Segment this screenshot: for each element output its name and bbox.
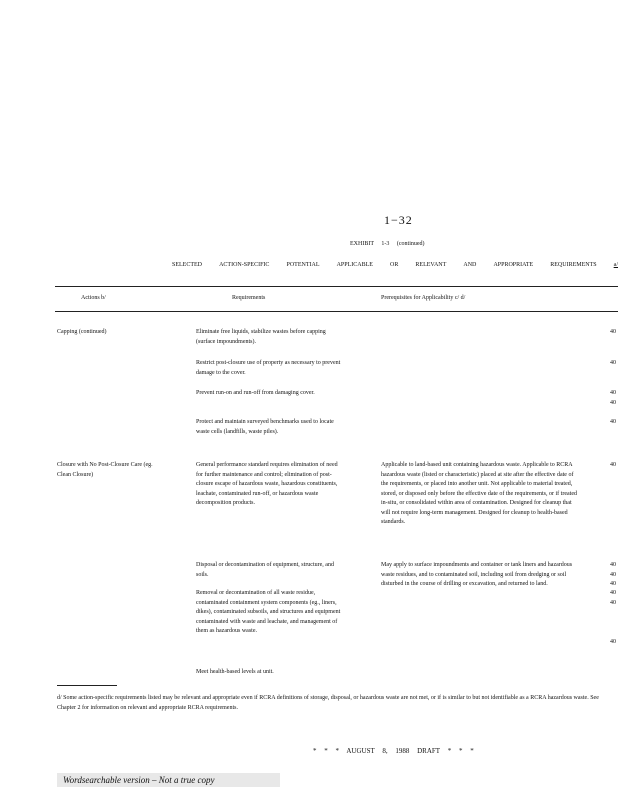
requirement-text: Protect and maintain surveyed benchmarks used to locate waste cells (landfills, waste piles). [196, 419, 334, 435]
cfr-reference: 40 [610, 400, 616, 406]
exhibit-line: EXHIBIT 1-3 (continued) [350, 241, 425, 247]
action-capping: Capping (continued) [57, 329, 107, 335]
footnote-d: d/ Some action-specific requirements listed may be relevant and appropriate even if RCRA definitions of storage, disposal, or hazardous waste are not met, or if is similar to but not identifiable as a RCRA hazardous waste. See Chapter 2 for information on relevant and appropriate RCRA requirements. [57, 695, 599, 711]
cfr-reference: 40 [610, 419, 616, 425]
cfr-reference: 40 [610, 639, 616, 645]
title-word: APPLICABLE [336, 262, 373, 268]
cfr-reference: 40 [610, 572, 616, 578]
title-word: APPROPRIATE [493, 262, 534, 268]
cfr-reference: 40 [610, 390, 616, 396]
requirement-text: Removal or decontamination of all waste residue, contaminated containment system components (eg., liners, dikes), contaminated subsoils, and structures and equipment contaminated with waste and leachate, and management of them as hazardous waste. [196, 590, 341, 634]
title-word: REQUIREMENTS [550, 262, 597, 268]
title-word: ACTION-SPECIFIC [219, 262, 270, 268]
page-number: 1−32 [384, 213, 413, 227]
draft-date-line: * * * AUGUST 8, 1988 DRAFT * * * [313, 747, 474, 755]
action-closure: Closure with No Post-Closure Care (eg. Clean Closure) [57, 462, 153, 478]
header-rule-top [55, 286, 618, 287]
requirement-text: Disposal or decontamination of equipment, structure, and soils. [196, 562, 334, 578]
cfr-reference: 40 [610, 581, 616, 587]
prerequisite-text: May apply to surface impoundments and container or tank liners and hazardous waste residues, and to contaminated soil, including soil from dredging or soil disturbed in the course of drilling or excavation, and returned to land. [381, 562, 573, 587]
cfr-reference: 40 [610, 462, 616, 468]
cfr-reference: 40 [610, 590, 616, 596]
title-word: POTENTIAL [286, 262, 320, 268]
cfr-reference: 40 [610, 600, 616, 606]
prerequisite-text: Applicable to land-based unit containing hazardous waste. Applicable to RCRA hazardous waste (listed or characteristic) placed at site after the effective date of the requirements, or placed into another unit. Not applicable to material treated, stored, or disposed only before the effective date of the requirements, or if treated in-situ, or consolidated within area of contamination. Designed for cleanup that will not require long-term management. Designed for cleanup to health-based standards. [381, 462, 577, 525]
requirement-text: Restrict post-closure use of property as necessary to prevent damage to the cover. [196, 360, 341, 376]
requirement-text: Eliminate free liquids, stabilize wastes before capping (surface impoundments). [196, 329, 326, 345]
title-word: OR [390, 262, 399, 268]
exhibit-title [172, 262, 618, 268]
title-word: RELEVANT [415, 262, 447, 268]
column-header-requirements: Requirements [232, 295, 266, 301]
requirement-text: General performance standard requires elimination of need for further maintenance and control; elimination of post-closure escape of hazardous waste, hazardous constituents, leachate, contaminated run-off, or hazardous waste decomposition products. [196, 462, 338, 506]
header-rule-bottom [55, 311, 618, 312]
title-footnote-ref: a/ [613, 262, 618, 268]
title-word: AND [463, 262, 477, 268]
footnote-rule [57, 685, 117, 686]
requirement-text: Meet health-based levels at unit. [196, 669, 274, 675]
cfr-reference: 40 [610, 360, 616, 366]
title-word: SELECTED [172, 262, 202, 268]
column-header-actions: Actions b/ [81, 295, 106, 301]
cfr-reference: 40 [610, 329, 616, 335]
cfr-reference: 40 [610, 562, 616, 568]
requirement-text: Prevent run-on and run-off from damaging cover. [196, 390, 315, 396]
column-header-prerequisites: Prerequisites for Applicability c/ d/ [381, 295, 466, 301]
wordsearchable-watermark: Wordsearchable version – Not a true copy [57, 773, 280, 787]
